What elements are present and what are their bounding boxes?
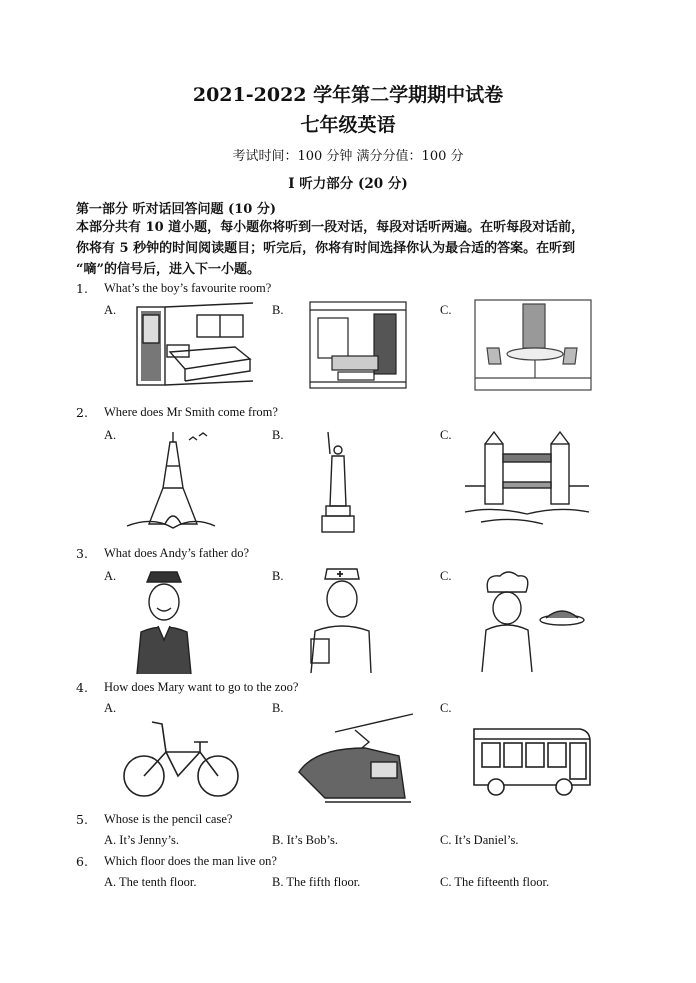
part-title: I 听力部分 (20 分) bbox=[288, 176, 408, 192]
option-b-label: B. bbox=[272, 428, 284, 442]
option-a-label: A. bbox=[104, 701, 117, 715]
question-text: Which floor does the man live on? bbox=[104, 854, 277, 868]
dining-room-picture bbox=[473, 298, 593, 392]
option-b-label: B. bbox=[272, 303, 284, 317]
exam-info: 考试时间：100 分钟 满分分值：100 分 bbox=[232, 149, 464, 164]
option-b: B. It’s Bob’s. bbox=[272, 833, 338, 847]
exam-subject: 七年级英语 bbox=[300, 114, 396, 136]
question-text: Whose is the pencil case? bbox=[104, 812, 233, 826]
bedroom-picture bbox=[125, 297, 255, 389]
section-title: 第一部分 听对话回答问题 (10 分) bbox=[76, 202, 276, 217]
option-c-label: C. bbox=[440, 569, 452, 583]
intro-line: 你将有 5 秒钟的时间阅读题目；听完后，你将有时间选择你认为最合适的答案。在听到 bbox=[76, 241, 576, 256]
question-text: What’s the boy’s favourite room? bbox=[104, 281, 272, 295]
option-c-label: C. bbox=[440, 701, 452, 715]
exam-title: 2021-2022 学年第二学期期中试卷 bbox=[192, 84, 504, 106]
section-intro bbox=[76, 217, 624, 280]
option-b: B. The fifth floor. bbox=[272, 875, 361, 889]
option-c: C. The fifteenth floor. bbox=[440, 875, 550, 889]
cook-picture bbox=[480, 568, 590, 674]
intro-line: 本部分共有 10 道小题，每小题你将听到一段对话，每段对话听两遍。在听每段对话前， bbox=[76, 220, 585, 235]
option-a-label: A. bbox=[104, 428, 117, 442]
question-text: What does Andy’s father do? bbox=[104, 546, 250, 560]
option-b-label: B. bbox=[272, 701, 284, 715]
option-a-label: A. bbox=[104, 303, 117, 317]
tower-bridge-picture bbox=[463, 430, 591, 530]
question-text: How does Mary want to go to the zoo? bbox=[104, 680, 299, 694]
train-picture bbox=[295, 712, 415, 804]
intro-line: “嘀”的信号后，进入下一小题。 bbox=[76, 262, 260, 277]
bicycle-picture bbox=[122, 710, 240, 806]
living-room-picture bbox=[308, 300, 408, 390]
option-c-label: C. bbox=[440, 303, 452, 317]
option-c-label: C. bbox=[440, 428, 452, 442]
option-b-label: B. bbox=[272, 569, 284, 583]
question-number: 4. bbox=[76, 680, 88, 695]
bus-picture bbox=[470, 725, 592, 797]
question-number: 5. bbox=[76, 812, 88, 827]
question-number: 1. bbox=[76, 281, 88, 296]
option-a: A. It’s Jenny’s. bbox=[104, 833, 179, 847]
question-number: 6. bbox=[76, 854, 88, 869]
pilot-picture bbox=[133, 568, 195, 676]
option-a: A. The tenth floor. bbox=[104, 875, 197, 889]
statue-of-liberty-picture bbox=[318, 428, 358, 534]
eiffel-tower-picture bbox=[123, 428, 218, 534]
option-a-label: A. bbox=[104, 569, 117, 583]
question-number: 3. bbox=[76, 546, 88, 561]
option-c: C. It’s Daniel’s. bbox=[440, 833, 519, 847]
question-text: Where does Mr Smith come from? bbox=[104, 405, 278, 419]
question-number: 2. bbox=[76, 405, 88, 420]
doctor-picture bbox=[305, 565, 375, 675]
